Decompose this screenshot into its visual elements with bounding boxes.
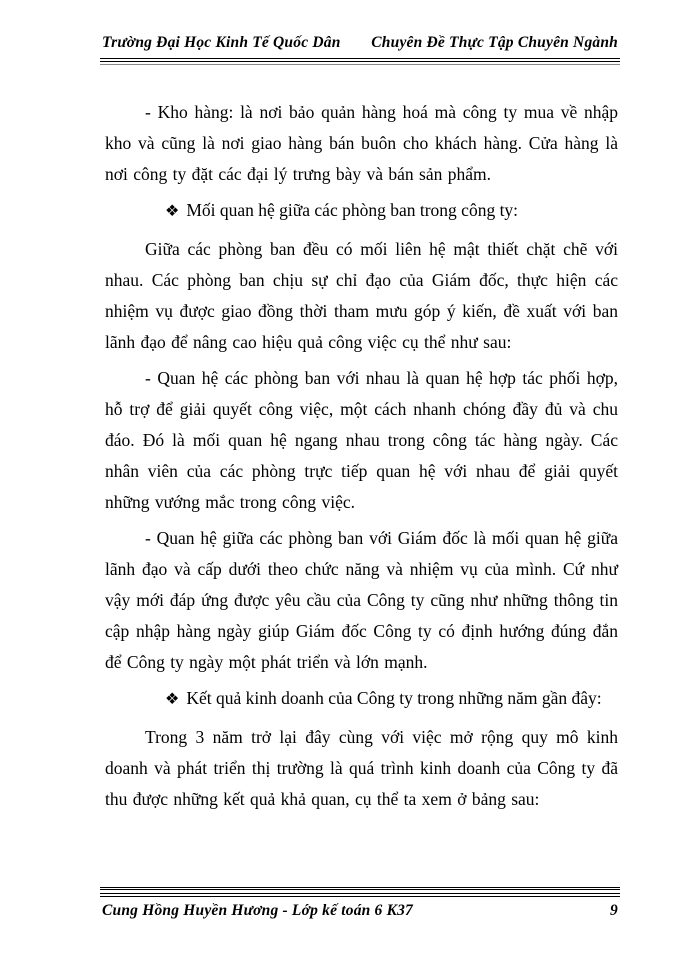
diamond-bullet-icon: ❖ <box>165 203 180 220</box>
paragraph: - Quan hệ giữa các phòng ban với Giám đốc là mối quan hệ giữa lãnh đạo và cấp dưới theo chức năng và nhiệm vụ của mình. Cứ như vậy mới đáp ứng được yêu cầu của Công ty cũng như những thông tin cập nhập hàng ngày giúp Giám đốc Công ty có định hướng đúng đắn để Công ty ngày một phát triển và lớn mạnh. <box>105 528 618 672</box>
bullet-heading <box>105 195 618 227</box>
footer-rule-double-thick <box>100 893 620 897</box>
header-rule-double <box>100 58 620 62</box>
page-number: 9 <box>610 902 618 919</box>
document-body <box>105 97 618 820</box>
bullet-heading <box>105 683 618 715</box>
paragraph: Trong 3 năm trở lại đây cùng với việc mở rộng quy mô kinh doanh và phát triển thị trường là quá trình kinh doanh của Công ty đã thu được những kết quả khả quan, cụ thể ta xem ở bảng sau: <box>105 727 618 809</box>
paragraph: - Quan hệ các phòng ban với nhau là quan hệ hợp tác phối hợp, hỗ trợ để giải quyết công việc, một cách nhanh chóng đầy đủ và chu đáo. Đó là mối quan hệ ngang nhau trong công tác hàng ngày. Các nhân viên của các phòng trực tiếp quan hệ với nhau để giải quyết những vướng mắc trong công việc. <box>105 368 618 512</box>
paragraph: Giữa các phòng ban đều có mối liên hệ mật thiết chặt chẽ với nhau. Các phòng ban chịu sự chỉ đạo của Giám đốc, thực hiện các nhiệm vụ được giao đồng thời tham mưu góp ý kiến, đề xuất với ban lãnh đạo để nâng cao hiệu quả công việc cụ thể như sau: <box>105 239 618 352</box>
header-report-title: Chuyên Đề Thực Tập Chuyên Ngành <box>371 34 618 51</box>
footer-author: Cung Hồng Huyền Hương - Lớp kế toán 6 K37 <box>102 902 414 919</box>
header-rule-thin <box>100 64 620 65</box>
page-header <box>100 34 620 65</box>
header-institution: Trường Đại Học Kinh Tế Quốc Dân <box>102 34 341 51</box>
bullet-heading-text: Kết quả kinh doanh của Công ty trong những năm gần đây: <box>186 688 602 708</box>
page-footer <box>100 887 620 920</box>
paragraph: - Kho hàng: là nơi bảo quản hàng hoá mà công ty mua về nhập kho và cũng là nơi giao hàng bán buôn cho khách hàng. Cửa hàng là nơi công ty đặt các đại lý trưng bày và bán sản phẩm. <box>105 102 618 184</box>
footer-rule-double-thin <box>100 887 620 890</box>
bullet-heading-text: Mối quan hệ giữa các phòng ban trong công ty: <box>186 200 519 220</box>
diamond-bullet-icon: ❖ <box>165 691 180 708</box>
